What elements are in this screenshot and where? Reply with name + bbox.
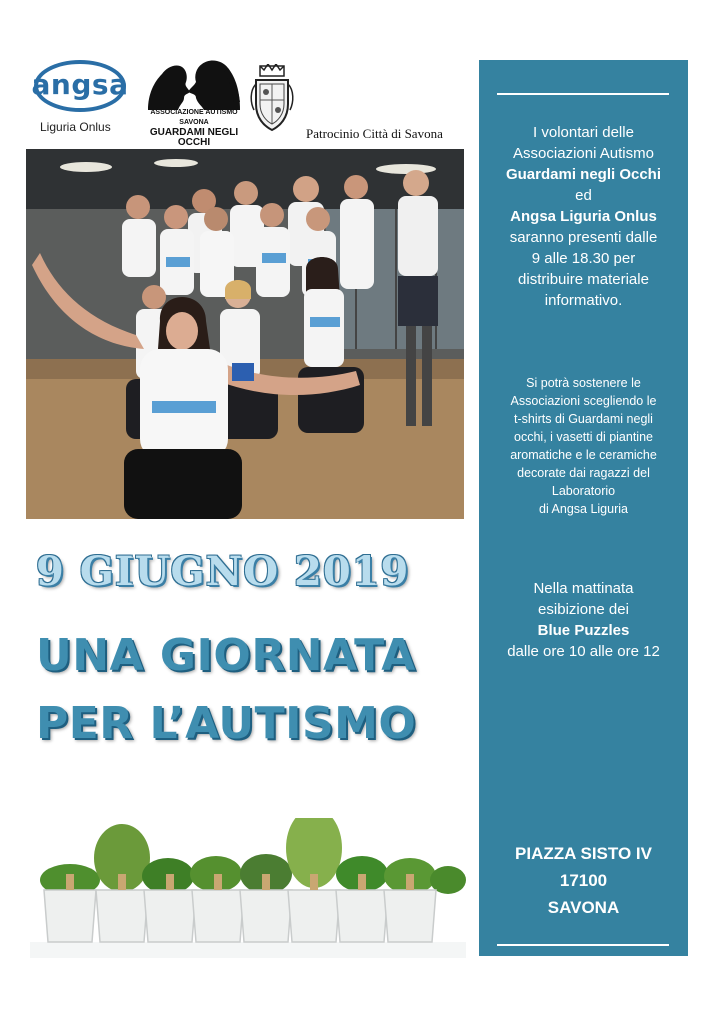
support-line2: Associazioni scegliendo le — [510, 394, 657, 408]
volunteers-block — [487, 122, 680, 311]
support-line4: occhi, i vasetti di piantine — [514, 430, 653, 444]
gno-line1: ASSOCIAZIONE AUTISMO SAVONA — [150, 109, 238, 126]
support-line5: aromatiche e le ceramiche — [510, 448, 657, 462]
event-title-line2: PER L’AUTISMO — [36, 698, 417, 749]
angsa-logo-subtitle: Liguria Onlus — [40, 120, 111, 134]
intro-org2: Angsa Liguria Onlus — [510, 208, 657, 225]
savona-coat-of-arms-icon — [250, 64, 294, 132]
herb-foliage-icon — [40, 818, 466, 896]
patrocinio-text: Patrocinio Città di Savona — [306, 126, 443, 141]
event-title-line1: UNA GIORNATA — [36, 630, 416, 681]
angsa-logo-word: angsa — [31, 68, 129, 101]
support-line1: Si potrà sostenere le — [526, 376, 641, 390]
address-zip: 17100 — [559, 871, 608, 890]
support-block — [487, 374, 680, 518]
address-block — [487, 840, 680, 921]
intro-line2: Associazioni Autismo — [513, 145, 654, 162]
event-date: 9 GIUGNO 2019 — [36, 548, 410, 595]
panel-bottom-rule — [497, 944, 669, 946]
intro-line4: 9 alle 18.30 per — [531, 250, 636, 267]
intro-line3: saranno presenti dalle — [509, 229, 658, 246]
morning-line3: dalle ore 10 alle ore 12 — [507, 643, 660, 660]
morning-line2: esibizione dei — [538, 601, 629, 618]
support-line6: decorate dai ragazzi del — [517, 466, 650, 480]
address-city: SAVONA — [547, 898, 620, 917]
intro-ed: ed — [575, 187, 592, 204]
morning-line1: Nella mattinata — [533, 580, 634, 597]
support-line3: t-shirts di Guardami negli — [514, 412, 653, 426]
intro-line5: distribuire materiale — [518, 271, 649, 288]
silhouette-faces-icon — [144, 58, 244, 110]
support-line8: di Angsa Liguria — [539, 502, 628, 516]
intro-org1: Guardami negli Occhi — [505, 166, 662, 183]
guardami-negli-occhi-text — [144, 108, 244, 148]
morning-block — [487, 578, 680, 662]
intro-line1: I volontari delle — [533, 124, 634, 141]
panel-top-rule — [497, 93, 669, 95]
herb-pots-illustration — [30, 818, 466, 958]
morning-group: Blue Puzzles — [537, 622, 630, 639]
angsa-logo — [28, 60, 138, 140]
address-street: PIAZZA SISTO IV — [515, 844, 652, 863]
group-photo — [26, 149, 464, 519]
intro-line6: informativo. — [544, 292, 623, 309]
info-panel — [479, 60, 688, 956]
gno-line2: GUARDAMI NEGLI OCCHI — [149, 127, 239, 148]
support-line7: Laboratorio — [551, 484, 616, 498]
guardami-negli-occhi-logo — [144, 58, 244, 148]
